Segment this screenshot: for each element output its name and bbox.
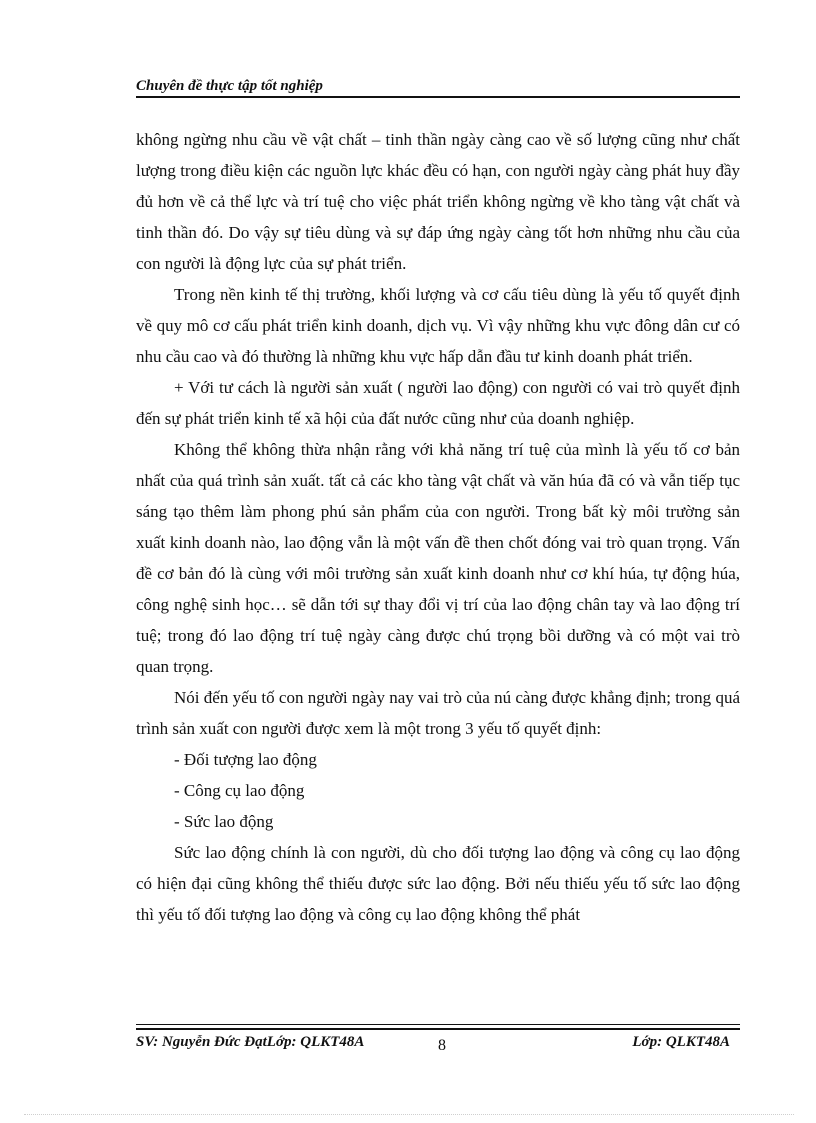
- paragraph-continuation: không ngừng nhu cầu về vật chất – tinh thần ngày càng cao về số lượng cũng như chất lượng trong điều kiện các nguồn lực khác đều có hạn, con người ngày càng phát huy đầy đủ hơn về cả thể lực và trí tuệ cho việc phát triển không ngừng về kho tàng vật chất và tinh thần đó. Do vậy sự tiêu dùng và sự đáp ứng ngày càng tốt hơn những nhu cầu của con người là động lực của sự phát triển.: [136, 130, 740, 273]
- page-header-title: Chuyên đề thực tập tốt nghiệp: [136, 78, 323, 94]
- footer-divider-thin: [136, 1024, 740, 1025]
- header-divider: [136, 96, 740, 98]
- list-item: - Công cụ lao động: [174, 781, 305, 800]
- footer-class-info: Lớp: QLKT48A: [632, 1034, 730, 1050]
- paragraph: Nói đến yếu tố con người ngày nay vai trò của nú càng được khẳng định; trong quá trình sản xuất con người được xem là một trong 3 yếu tố quyết định:: [136, 688, 740, 738]
- paragraph: Sức lao động chính là con người, dù cho đối tượng lao động và công cụ lao động có hiện đại cũng không thể thiếu được sức lao động. Bởi nếu thiếu yếu tố sức lao động thì yếu tố đối tượng lao động và công cụ lao động không thể phát: [136, 843, 740, 924]
- paragraph: Trong nền kinh tế thị trường, khối lượng và cơ cấu tiêu dùng là yếu tố quyết định về quy mô cơ cấu phát triển kinh doanh, dịch vụ. Vì vậy những khu vực đông dân cư có nhu cầu cao và đó thường là những khu vực hấp dẫn đầu tư kinh doanh phát triển.: [136, 285, 740, 366]
- footer-divider-thick: [136, 1028, 740, 1030]
- paragraph: + Với tư cách là người sản xuất ( người lao động) con người có vai trò quyết định đến sự phát triển kinh tế xã hội của đất nước cũng như của doanh nghiệp.: [136, 378, 740, 428]
- list-item: - Sức lao động: [174, 812, 274, 831]
- list-item: - Đối tượng lao động: [174, 750, 317, 769]
- body-text: [136, 124, 740, 930]
- page-number: 8: [438, 1037, 446, 1054]
- paragraph: Không thể không thừa nhận rằng với khả năng trí tuệ của mình là yếu tố cơ bản nhất của quá trình sản xuất. tất cả các kho tàng vật chất và văn húa đã có và vẫn tiếp tục sáng tạo thêm làm phong phú sản phẩm của con người. Trong bất kỳ môi trường sản xuất kinh doanh nào, lao động vẫn là một vấn đề then chốt đóng vai trò quan trọng. Vấn đề cơ bản đó là cùng với môi trường sản xuất kinh doanh như cơ khí húa, tự động húa, công nghệ sinh học… sẽ dẫn tới sự thay đổi vị trí của lao động chân tay và lao động trí tuệ; trong đó lao động trí tuệ ngày càng được chú trọng bồi dưỡng và có một vai trò quan trọng.: [136, 440, 740, 676]
- page-bottom-edge: [24, 1114, 794, 1115]
- footer-student-info: SV: Nguyễn Đức ĐạtLớp: QLKT48A: [136, 1034, 365, 1050]
- page-footer: [136, 1032, 740, 1056]
